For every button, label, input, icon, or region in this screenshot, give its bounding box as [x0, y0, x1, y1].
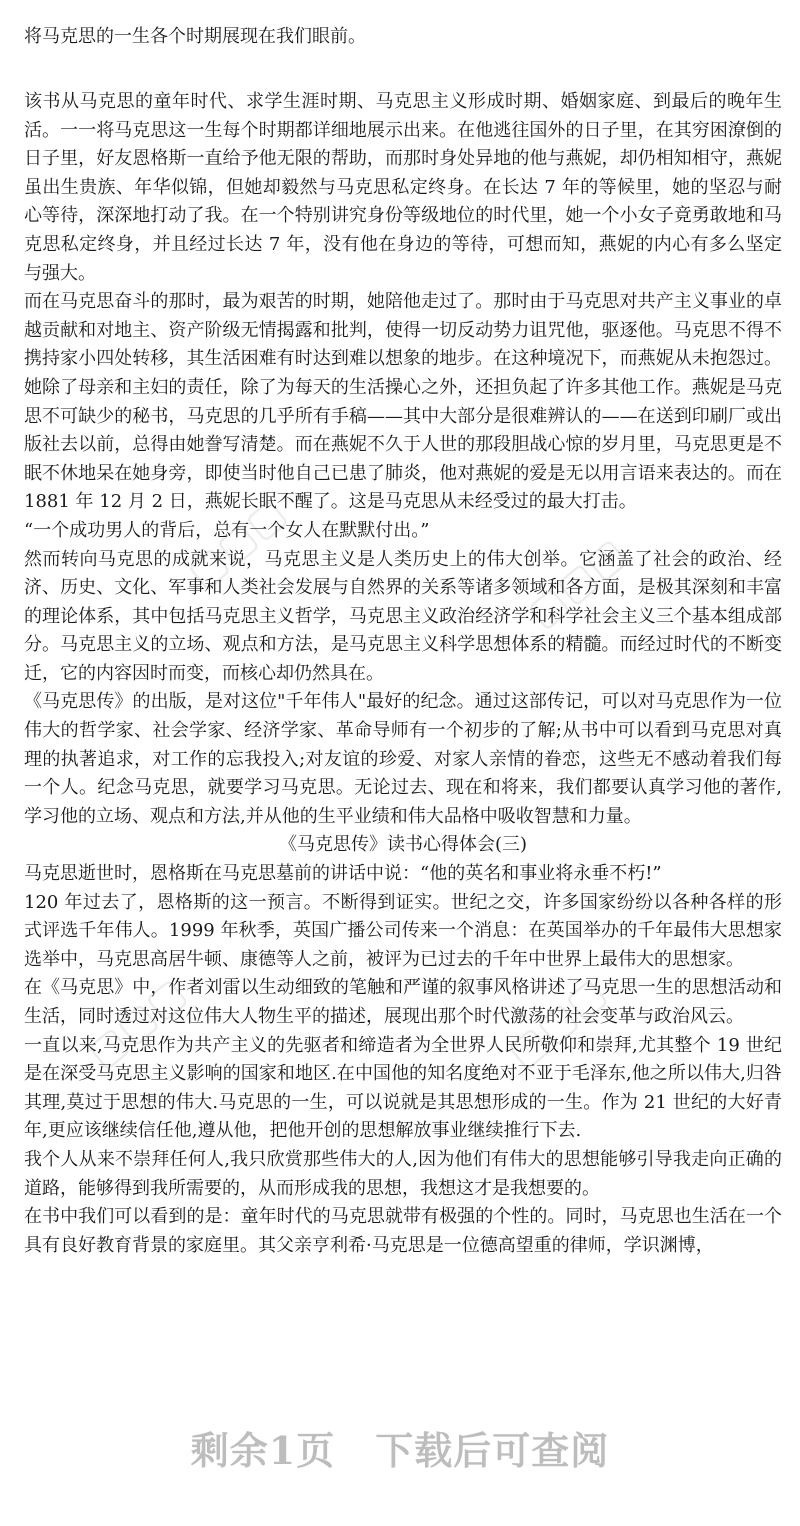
paragraph: 然而转向马克思的成就来说，马克思主义是人类历史上的伟大创举。它涵盖了社会的政治、经济、历史、文化、军事和人类社会发展与自然界的关系等诸多领域和各方面，是极其深刻和丰富的理论体系，其中包括马克思主义哲学，马克思主义政治经济学和科学社会主义三个基本组成部分。马克思主义的立场、观点和方法，是马克思主义科学思想体系的精髓。而经过时代的不断变迁，它的内容因时而变，而核心却仍然具在。 [24, 548, 782, 684]
article-body [24, 88, 782, 1260]
paragraph: 在《马克思》中，作者刘雷以生动细致的笔触和严谨的叙事风格讲述了马克思一生的思想活动和生活，同时透过对这位伟大人物生平的描述，展现出那个时代激荡的社会变革与政治风云。 [24, 977, 782, 1027]
paragraph: 而在马克思奋斗的那时，最为艰苦的时期，她陪他走过了。那时由于马克思对共产主义事业的卓越贡献和对地主、资产阶级无情揭露和批判，使得一切反动势力诅咒他，驱逐他。马克思不得不携持家小四处转移，其生活困难有时达到难以想象的地步。在这种境况下，而燕妮从未抱怨过。她除了母亲和主妇的责任，除了为每天的生活操心之外，还担负起了许多其他工作。燕妮是马克思不可缺少的秘书，马克思的几乎所有手稿——其中大部分是很难辨认的——在送到印刷厂或出版社去以前，总得由她誊写清楚。而在燕妮不久于人世的那段胆战心惊的岁月里，马克思更是不眠不休地呆在她身旁，即使当时他自己已患了肺炎，他对燕妮的爱是无以用言语来表达的。而在 1881 年 12 月 2 日，燕妮长眠不醒了。这是马克思从未经受过的最大打击。 [24, 291, 782, 513]
watermark: ▢▢▢ [178, 488, 295, 598]
watermark: ▢▢▢ [518, 528, 635, 638]
paragraph: 该书从马克思的童年时代、求学生涯时期、马克思主义形成时期、婚姻家庭、到最后的晚年生活。一一将马克思这一生每个时期都详细地展示出来。在他逃往国外的日子里，在其穷困潦倒的日子里，好友恩格斯一直给予他无限的帮助，而那时身处异地的他与燕妮，却仍相知相守，燕妮虽出生贵族、年华似锦，但她却毅然与马克思私定终身。在长达 7 年的等候里，她的坚忍与耐心等待，深深地打动了我。在一个特别讲究身份等级地位的时代里，她一个小女子竟勇敢地和马克思私定终身，并且经过长达 7 年，没有他在身边的等待，可想而知，燕妮的内心有多么坚定与强大。 [24, 91, 782, 284]
paragraph: 《马克思传》的出版，是对这位"千年伟人"最好的纪念。通过这部传记，可以对马克思作为一位伟大的哲学家、社会学家、经济学家、革命导师有一个初步的了解;从书中可以看到马克思对真理的执著追求，对工作的忘我投入;对友谊的珍爱、对家人亲情的眷恋，这些无不感动着我们每一个人。纪念马克思，就要学习马克思。无论过去、现在和将来，我们都要认真学习他的著作,学习他的立场、观点和方法,并从他的生平业绩和伟大品格中吸收智慧和力量。 [24, 691, 782, 827]
watermark: ▢▢▢ [78, 968, 195, 1078]
paragraph: 120 年过去了，恩格斯的这一预言。不断得到证实。世纪之交，许多国家纷纷以各种各样的形式评选千年伟人。1999 年秋季，英国广播公司传来一个消息：在英国举办的千年最伟大思想家选举中，马克思高居牛顿、康德等人之前，被评为已过去的千年中世界上最伟大的思想家。 [24, 891, 782, 970]
paragraph: 我个人从来不崇拜任何人,我只欣赏那些伟大的人,因为他们有伟大的思想能够引导我走向正确的道路，能够得到我所需要的，从而形成我的思想，我想这才是我想要的。 [24, 1148, 782, 1199]
paragraph: 在书中我们可以看到的是：童年时代的马克思就带有极强的个性的。同时，马克思也生活在一个具有良好教育背景的家庭里。其父亲亨利希·马克思是一位德高望重的律师，学识渊博， [24, 1206, 782, 1256]
quote-paragraph: “一个成功男人的背后，总有一个女人在默默付出。” [24, 519, 430, 541]
paragraph: 一直以来,马克思作为共产主义的先驱者和缔造者为全世界人民所敬仰和崇拜,尤其整个 19 世纪是在深受马克思主义影响的国家和地区.在中国他的知名度绝对不亚于毛泽东,他之所以伟大,归咎其理,莫过于思想的伟大.马克思的一生，可以说就是其思想形成的一生。作为 21 世纪的大好青年,更应该继续信任他,遵从他，把他开创的思想解放事业继续推行下去. [24, 1034, 782, 1142]
top-line: 将马克思的一生各个时期展现在我们眼前。 [24, 26, 366, 47]
watermark: ▢▢▢ [498, 968, 615, 1078]
download-notice[interactable] [0, 1420, 800, 1475]
remaining-pages-label: 剩余1页 [190, 1428, 336, 1473]
cropped-top-text [24, 0, 784, 53]
section-title: 《马克思传》读书心得体会(三) [278, 834, 528, 856]
paragraph: 马克思逝世时，恩格斯在马克思墓前的讲话中说：“他的英名和事业将永垂不朽!” [24, 863, 662, 885]
download-to-view-label: 下载后可查阅 [375, 1428, 610, 1473]
